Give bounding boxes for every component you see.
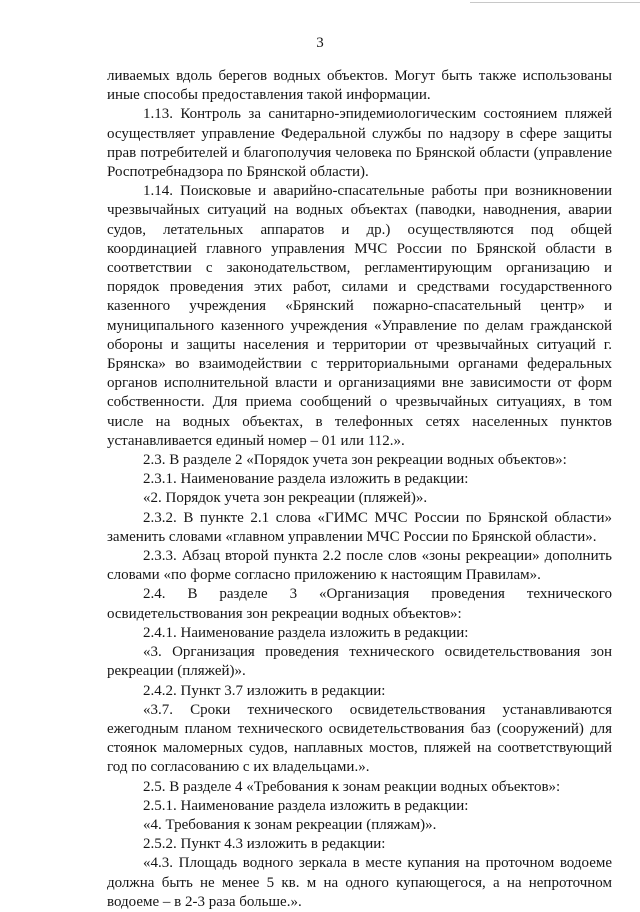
paragraph-continuation: ливаемых вдоль берегов водных объектов. Могут быть также использованы иные способы предоставления такой информации. xyxy=(107,68,612,104)
paragraph-2-3-2: 2.3.2. В пункте 2.1 слова «ГИМС МЧС России по Брянской области» заменить словами «главном управлении МЧС России по Брянской области». xyxy=(107,509,612,545)
paragraph-section-4-title: «4. Требования к зонам рекреации (пляжам)». xyxy=(143,816,437,833)
paragraph-2-5-1: 2.5.1. Наименование раздела изложить в редакции: xyxy=(143,797,469,814)
paragraph-2-3: 2.3. В разделе 2 «Порядок учета зон рекреации водных объектов»: xyxy=(143,452,567,469)
document-body xyxy=(107,67,612,912)
paragraph-2-3-3: 2.3.3. Абзац второй пункта 2.2 после слов «зоны рекреации» дополнить словами «по форме согласно приложению к настоящим Правилам». xyxy=(107,548,612,584)
paragraph-2-4: 2.4. В разделе 3 «Организация проведения технического освидетельствования зон рекреации водных объектов»: xyxy=(107,586,612,622)
paragraph-2-5: 2.5. В разделе 4 «Требования к зонам реакции водных объектов»: xyxy=(143,778,561,795)
paragraph-2-4-1: 2.4.1. Наименование раздела изложить в редакции: xyxy=(143,624,469,641)
paragraph-2-4-2: 2.4.2. Пункт 3.7 изложить в редакции: xyxy=(143,682,386,699)
paragraph-1-13: 1.13. Контроль за санитарно-эпидемиологическим состоянием пляжей осуществляет управление Федеральной службы по надзору в сфере защиты прав потребителей и благополучия человека по Брянской области (управление Роспотребнадзора по Брянской области). xyxy=(107,106,612,181)
paragraph-section-3-title: «3. Организация проведения технического освидетельствования зон рекреации (пляжей)». xyxy=(107,644,612,680)
paragraph-2-3-1: 2.3.1. Наименование раздела изложить в редакции: xyxy=(143,471,469,488)
paragraph-section-2-title: «2. Порядок учета зон рекреации (пляжей)». xyxy=(143,490,428,507)
paragraph-3-7: «3.7. Сроки технического освидетельствования устанавливаются ежегодным планом технического освидетельствования баз (сооружений) для стоянок маломерных судов, наплавных мостов, пляжей на соответствующий год по согласованию с их владельцами.». xyxy=(107,701,612,776)
paragraph-1-14: 1.14. Поисковые и аварийно-спасательные работы при возникновении чрезвычайных ситуаций на водных объектах (паводки, наводнения, аварии судов, летательных аппаратов и др.) осуществляются под общей координацией главного управления МЧС России по Брянской области в соответствии с законодательством, регламентирующим организацию и порядок проведения этих работ, силами и средствами государственного казенного учреждения «Брянский пожарно-спасательный центр» и муниципального казенного учреждения «Управление по делам гражданской обороны и защиты населения и территории от чрезвычайных ситуаций г. Брянска» во взаимодействии с территориальными органами федеральных органов исполнительной власти и организациями вне зависимости от форм собственности. Для приема сообщений о чрезвычайных ситуациях, в том числе на водных объектах, в телефонных сетях населенных пунктов устанавливается единый номер – 01 или 112.». xyxy=(107,183,612,449)
paragraph-2-5-2: 2.5.2. Пункт 4.3 изложить в редакции: xyxy=(143,836,386,853)
top-edge-line xyxy=(470,2,640,3)
page-number: 3 xyxy=(316,35,324,51)
paragraph-4-3: «4.3. Площадь водного зеркала в месте купания на проточном водоеме должна быть не менее 5 кв. м на одного купающегося, а на непроточном водоеме – в 2-3 раза больше.». xyxy=(107,855,612,910)
